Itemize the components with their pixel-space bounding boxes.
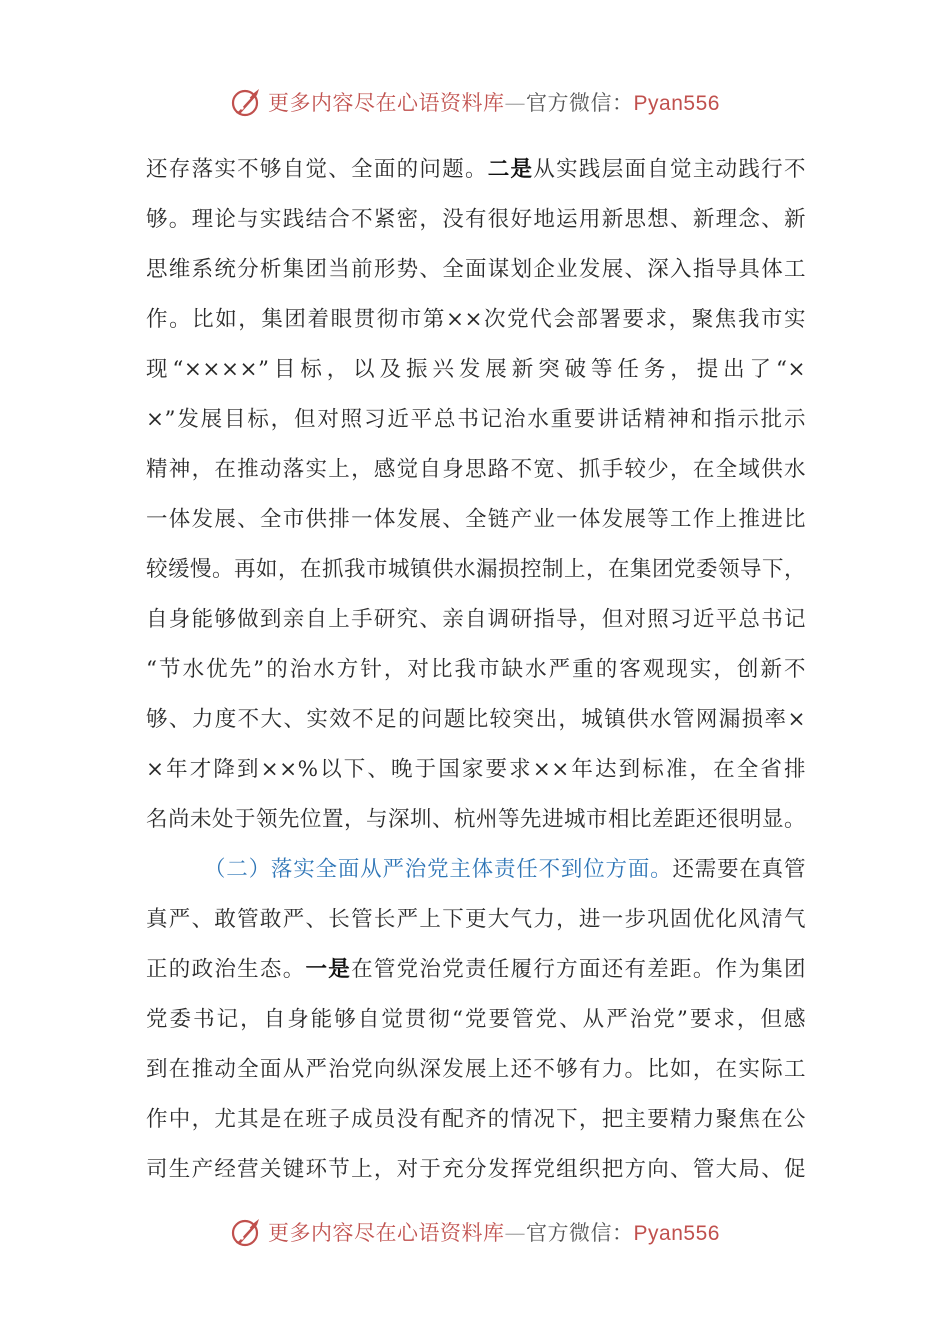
text-line: 自身能够做到亲自上手研究、亲自调研指导，但对照习近平总书记: [146, 607, 806, 632]
footer-watermark-banner: [0, 1212, 950, 1252]
text-line: 较缓慢。再如，在抓我市城镇供水漏损控制上，在集团党委领导下，: [146, 557, 807, 582]
text-line: 思维系统分析集团当前形势、全面谋划企业发展、深入指导具体工: [146, 257, 806, 282]
text-line: 正的政治生态。一是在管党治党责任履行方面还有差距。作为集团: [146, 957, 806, 982]
text-line: 作中，尤其是在班子成员没有配齐的情况下，把主要精力聚焦在公: [146, 1107, 806, 1132]
text-line: 司生产经营关键环节上，对于充分发挥党组织把方向、管大局、促: [146, 1157, 806, 1182]
text-line: ×年才降到××%以下、晚于国家要求××年达到标准，在全省排: [146, 757, 806, 782]
text-line: 一体发展、全市供排一体发展、全链产业一体发展等工作上推进比: [146, 507, 806, 532]
text-line: 精神，在推动落实上，感觉自身思路不宽、抓手较少，在全域供水: [146, 457, 806, 482]
text-line: 到在推动全面从严治党向纵深发展上还不够有力。比如，在实际工: [146, 1057, 806, 1082]
text-line: 党委书记，自身能够自觉贯彻“党要管党、从严治党”要求，但感: [146, 1007, 806, 1032]
text-line: 还存落实不够自觉、全面的问题。二是从实践层面自觉主动践行不: [146, 157, 806, 182]
text-line: “节水优先”的治水方针，对比我市缺水严重的客观现实，创新不: [146, 657, 806, 682]
text-line: 作。比如，集团着眼贯彻市第××次党代会部署要求，聚焦我市实: [146, 307, 806, 332]
pen-nib-logo-icon: [230, 1215, 264, 1249]
document-body: [146, 145, 806, 1195]
text-line: 名尚未处于领先位置，与深圳、杭州等先进城市相比差距还很明显。: [146, 807, 807, 832]
section-heading: （二）落实全面从严治党主体责任不到位方面。: [204, 857, 673, 882]
section-heading-line: （二）落实全面从严治党主体责任不到位方面。还需要在真管: [204, 857, 806, 882]
text-line: ×”发展目标，但对照习近平总书记治水重要讲话精神和指示批示: [146, 407, 806, 432]
banner-text: 更多内容尽在心语资料库—官方微信：Pyan556: [268, 1221, 720, 1245]
text-line: 够。理论与实践结合不紧密，没有很好地运用新思想、新理念、新: [146, 207, 806, 232]
text-line: 够、力度不大、实效不足的问题比较突出，城镇供水管网漏损率×: [146, 707, 806, 732]
text-line: 真严、敢管敢严、长管长严上下更大气力，进一步巩固优化风清气: [146, 907, 806, 932]
pen-nib-logo-icon: [230, 85, 264, 119]
text-line: 现“××××”目标，以及振兴发展新突破等任务，提出了“×: [146, 357, 806, 382]
banner-text: 更多内容尽在心语资料库—官方微信：Pyan556: [268, 91, 720, 115]
header-watermark-banner: [0, 82, 950, 122]
